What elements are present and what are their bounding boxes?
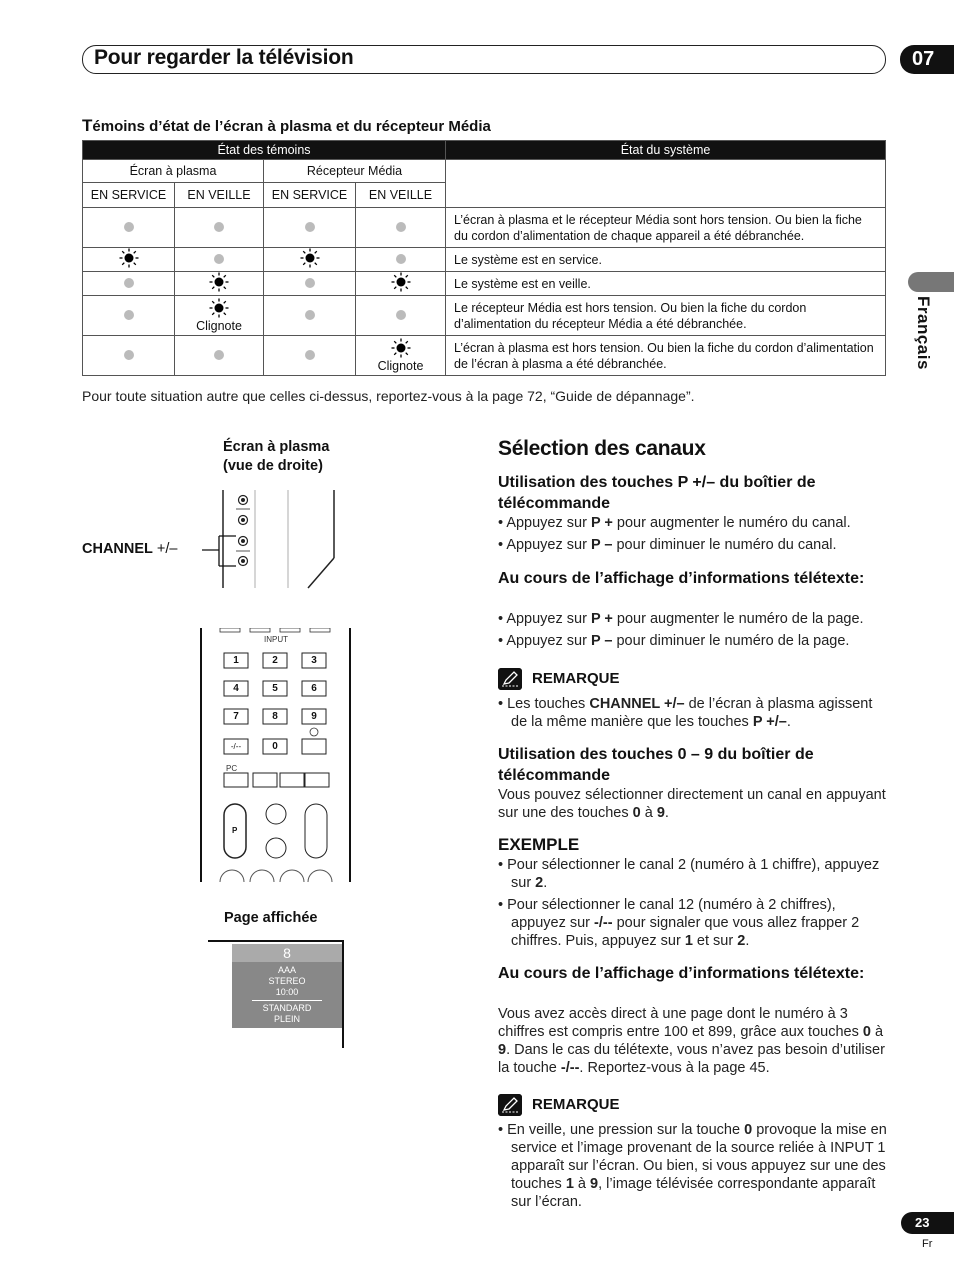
remote-p-label: P: [232, 826, 238, 835]
list-item: • Appuyez sur P – pour diminuer le numéro du canal.: [498, 537, 837, 553]
led-blink-icon: [391, 338, 411, 358]
remote-control-illustration: [200, 628, 352, 884]
paragraph: Vous avez accès direct à une page dont le numéro à 3 chiffres est compris entre 100 et 899, grâce aux touches 0 à 9. Dans le cas du télétexte, vous n’avez pas besoin d’utiliser la touche -/--. Reportez-vous à la page 45.: [498, 1006, 885, 1076]
remark-heading: REMARQUE: [498, 668, 888, 690]
remote-key-6: 6: [311, 683, 317, 694]
led-off-icon: [305, 310, 315, 320]
led-off-icon: [396, 310, 406, 320]
chapter-number: 07: [900, 45, 954, 74]
table-row: [83, 336, 886, 376]
list-item: • Pour sélectionner le canal 2 (numéro à 1 chiffre), appuyez sur 2.: [498, 857, 880, 891]
list-item: • En veille, une pression sur la touche 0 provoque la mise en service et l’image provenant de la source reliée à INPUT 1 apparaît sur l’écran. Ou bien, si vous appuyez sur une des touches 1 à 9, l’image télévisée correspondante apparaît sur l’écran.: [498, 1122, 887, 1210]
list-item: • Pour sélectionner le canal 12 (numéro à 2 chiffres), appuyez sur -/-- pour signaler que vous allez frapper 2 chiffres. Puis, appuyez sur 1 et sur 2.: [498, 897, 860, 949]
led-off-icon: [305, 350, 315, 360]
remote-input-label: INPUT: [264, 635, 288, 644]
remote-key-8: 8: [272, 711, 278, 722]
remote-key-1: 1: [233, 655, 239, 666]
led-off-icon: [124, 278, 134, 288]
channel-label: CHANNEL +/–: [82, 541, 178, 557]
remote-key-3: 3: [311, 655, 317, 666]
blink-label: Clignote: [377, 359, 424, 373]
subsection-heading: Au cours de l’affichage d’informations télétexte:: [498, 570, 865, 587]
language-tab-marker: [908, 272, 954, 292]
list-item: • Appuyez sur P + pour augmenter le numéro du canal.: [498, 515, 851, 531]
blink-label: Clignote: [196, 319, 242, 333]
troubleshooting-note: Pour toute situation autre que celles ci-dessus, reportez-vous à la page 72, “Guide de dépannage”.: [82, 388, 695, 404]
led-off-icon: [305, 278, 315, 288]
page-number: 23: [901, 1212, 954, 1234]
section-heading: Sélection des canaux: [498, 437, 706, 460]
remote-key-5: 5: [272, 683, 278, 694]
table-row: [83, 296, 886, 336]
remote-key-4: 4: [233, 683, 239, 694]
plasma-side-view-illustration: [190, 488, 340, 590]
table-row: [83, 248, 886, 272]
header-ecran-plasma: Écran à plasma: [83, 160, 264, 183]
header-en-service: EN SERVICE: [83, 183, 175, 208]
screen-line: 10:00: [275, 987, 299, 997]
header-en-veille: EN VEILLE: [175, 183, 264, 208]
led-off-icon: [214, 254, 224, 264]
led-on-icon: [300, 248, 320, 268]
paragraph: Vous pouvez sélectionner directement un canal en appuyant sur une des touches 0 à 9.: [498, 787, 886, 821]
pencil-icon: [498, 1094, 522, 1116]
remote-key-7: 7: [233, 711, 239, 722]
led-on-icon: [391, 272, 411, 292]
language-tab-label: Français: [914, 296, 933, 370]
led-off-icon: [214, 222, 224, 232]
list-item: • Appuyez sur P – pour diminuer le numéro de la page.: [498, 633, 850, 649]
subsection-heading: Au cours de l’affichage d’informations télétexte:: [498, 965, 865, 982]
led-off-icon: [124, 350, 134, 360]
subsection-heading: Utilisation des touches P +/– du boîtier de télécommande: [498, 474, 816, 512]
led-on-icon: [209, 272, 229, 292]
remote-pc-label: PC: [226, 764, 238, 773]
header-etat-systeme: État du système: [446, 141, 886, 160]
remote-key-2: 2: [272, 655, 278, 666]
list-item: • Appuyez sur P + pour augmenter le numéro de la page.: [498, 611, 864, 627]
screen-line: PLEIN: [273, 1014, 300, 1024]
plasma-figure-title: Écran à plasma (vue de droite): [223, 439, 330, 474]
page-title: Pour regarder la télévision: [94, 46, 354, 69]
led-off-icon: [396, 222, 406, 232]
status-section-title: Témoins d’état de l’écran à plasma et du récepteur Média: [82, 116, 491, 135]
subsection-heading: Utilisation des touches 0 – 9 du boîtier de télécommande: [498, 746, 814, 784]
table-row: [83, 208, 886, 248]
list-item: • Les touches CHANNEL +/– de l’écran à plasma agissent de la même manière que les touches P +/–.: [498, 696, 873, 730]
remark-heading: REMARQUE: [498, 1094, 888, 1116]
row-description: Le système est en service.: [446, 248, 886, 272]
led-off-icon: [214, 350, 224, 360]
channel-number: 8: [232, 944, 342, 962]
header-en-veille: EN VEILLE: [356, 183, 446, 208]
row-description: Le récepteur Média est hors tension. Ou bien la fiche du cordon d’alimentation du récepteur Média a été débranchée.: [446, 296, 886, 336]
remote-key-9: 9: [311, 711, 317, 722]
screen-divider: [252, 1000, 322, 1001]
row-description: L’écran à plasma et le récepteur Média sont hors tension. Ou bien la fiche du cordon d’alimentation de chaque appareil a été débranchée.: [446, 208, 886, 248]
screen-line: STEREO: [268, 976, 306, 986]
row-description: L’écran à plasma est hors tension. Ou bien la fiche du cordon d’alimentation de l’écran à plasma a été débranchée.: [446, 336, 886, 376]
row-description: Le système est en veille.: [446, 272, 886, 296]
status-table: [82, 140, 886, 376]
screen-line: STANDARD: [262, 1003, 312, 1013]
led-blink-icon: [209, 298, 229, 318]
header-etat-temoins: État des témoins: [83, 141, 446, 160]
led-off-icon: [396, 254, 406, 264]
example-heading: EXEMPLE: [498, 835, 580, 854]
led-on-icon: [119, 248, 139, 268]
led-off-icon: [124, 222, 134, 232]
page-displayed-title: Page affichée: [224, 910, 318, 926]
header-en-service: EN SERVICE: [264, 183, 356, 208]
table-row: [83, 272, 886, 296]
led-off-icon: [305, 222, 315, 232]
pencil-icon: [498, 668, 522, 690]
page-language: Fr: [922, 1238, 933, 1250]
tv-screen-preview: [232, 944, 342, 1028]
header-recepteur-media: Récepteur Média: [264, 160, 446, 183]
remote-key-dash: -/--: [230, 742, 242, 751]
remote-key-0: 0: [272, 741, 278, 752]
screen-line: AAA: [277, 965, 296, 975]
led-off-icon: [124, 310, 134, 320]
